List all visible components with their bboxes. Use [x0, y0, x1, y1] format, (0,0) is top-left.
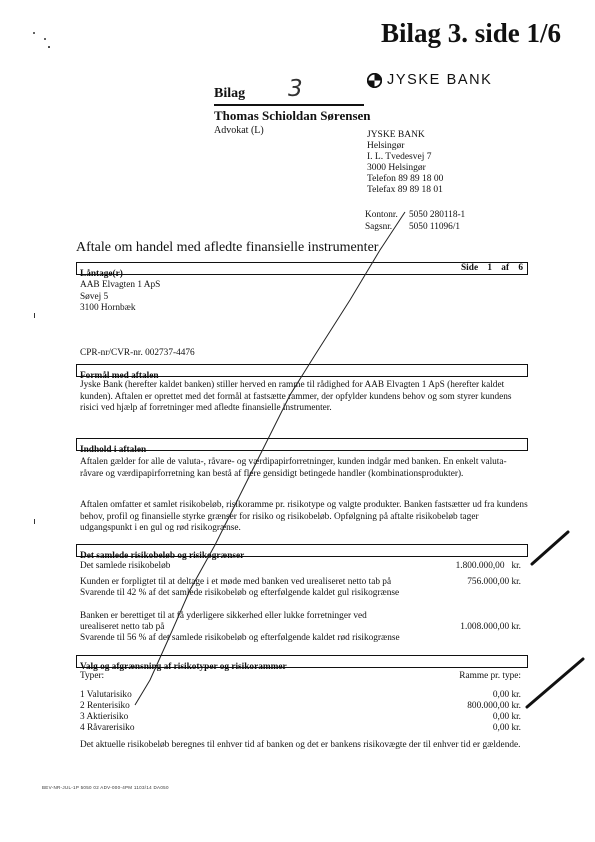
bilag-label: Bilag	[214, 86, 246, 101]
risk-type-name: 2 Renterisiko	[80, 701, 130, 711]
section-header-choice	[76, 655, 528, 672]
bank-address-line: I. L. Tvedesvej 7	[367, 152, 432, 162]
yellow-limit-value: 756.000,00 kr.	[467, 577, 521, 587]
red-limit-line-1: Banken er berettiget til at få yderligere sikkerhed eller lukke forretninger ved	[80, 611, 367, 621]
content-paragraph-1: Aftalen gælder for alle de valuta-, råvare- og værdipapirforretninger, kunden indgår med banken. En enkelt valuta- råvare og værdipapirforretning kan bestå af flere gensidigt betingede handler (kombinationsprodukter).	[80, 457, 507, 479]
total-risk-label: Det samlede risikobeløb	[80, 561, 171, 571]
account-number-value: 5050 280118-1	[409, 210, 466, 220]
bilag-number-handwritten: 3	[288, 76, 303, 102]
scan-speck	[44, 38, 46, 40]
choice-footer-text: Det aktuelle risikobeløb beregnes til enhver tid af banken og det er bankens risikovægte der til enhver tid er gældende.	[80, 740, 521, 750]
lawyer-name: Thomas Schioldan Sørensen	[214, 108, 371, 123]
section-header-purpose	[76, 364, 528, 381]
bank-logo-text: JYSKE BANK	[387, 72, 493, 88]
red-limit-line-3: Svarende til 56 % af det samlede risikobeløb og efterfølgende kaldet rød risikogrænse	[80, 633, 400, 643]
borrower-line: 3100 Hornbæk	[80, 303, 136, 313]
exhibit-stamp: Bilag 3. side 1/6	[380, 18, 561, 48]
bank-address-line: Telefax 89 89 18 01	[367, 185, 443, 195]
account-info	[365, 209, 465, 233]
form-code: BEV-NR-JUL-1P 5050 02 ADV-000-4PM 1103/14 DA050	[42, 785, 169, 790]
risk-type-name: 3 Aktierisiko	[80, 712, 129, 722]
section-heading: Valg og afgrænsning af risikotyper og risikorammer	[80, 662, 287, 672]
red-limit-value: 1.008.000,00 kr.	[460, 622, 521, 632]
margin-mark-top	[532, 532, 568, 564]
risk-type-name: 4 Råvarerisiko	[80, 723, 135, 733]
section-heading: Det samlede risikobeløb og risikogrænser	[80, 551, 245, 561]
risk-type-value: 800.000,00 kr.	[467, 701, 521, 711]
cpr-number: CPR-nr/CVR-nr. 002737-4476	[80, 348, 195, 358]
bank-address-line: Telefon 89 89 18 00	[367, 174, 444, 184]
borrower-line: AAB Elvagten 1 ApS	[80, 280, 161, 290]
risk-type-value: 0,00 kr.	[492, 723, 521, 733]
purpose-text: Jyske Bank (herefter kaldet banken) stiller herved en ramme til rådighed for AAB Elvagten 1 ApS (herefter kaldet kunden). Aftalen er oprettet med det formål at fastsætte rammer, der opfylder kundens behov og som styrer kundens risici ved hjælp af forretninger med afledte finansielle instrumenter.	[80, 380, 512, 413]
case-number-value: 5050 11096/1	[409, 222, 461, 232]
letterhead-rule	[214, 104, 364, 106]
scan-speck	[48, 46, 50, 48]
lawyer-title: Advokat (L)	[214, 125, 264, 136]
yellow-limit-line-1: Kunden er forpligtet til at deltage i et møde med banken ved urealiseret netto tab på	[80, 577, 392, 587]
document-title: Aftale om handel med afledte finansielle instrumenter	[76, 240, 379, 255]
page-indicator: Side 1 af 6	[461, 263, 523, 273]
content-paragraph-2: Aftalen omfatter et samlet risikobeløb, risikoramme pr. risikotype og valgte produkter. Banken fastsætter ud fra kundens behov, profil og finansielle styrke grænser for risiko og risikobeløb. Opfølgning på aftalte risikobeløb tager udgangspunkt i en gul og rød risikogrænse.	[80, 500, 528, 533]
account-number-label: Kontonr.	[365, 210, 398, 220]
scan-speck	[33, 32, 35, 34]
bank-emblem-icon	[367, 73, 382, 88]
bank-logo	[367, 72, 492, 88]
bank-address-line: 3000 Helsingør	[367, 163, 426, 173]
risk-type-value: 0,00 kr.	[492, 690, 521, 700]
section-heading: Indhold i aftalen	[80, 445, 147, 455]
margin-mark-bottom	[527, 659, 583, 707]
scan-speck	[34, 519, 35, 524]
borrower-address	[80, 280, 160, 315]
case-number-label: Sagsnr.	[365, 222, 393, 232]
total-risk-value: 1.800.000,00 kr.	[455, 561, 521, 571]
bank-address-line: Helsingør	[367, 141, 405, 151]
bank-address-line: JYSKE BANK	[367, 130, 425, 140]
section-header-limits	[76, 544, 528, 561]
borrower-line: Søvej 5	[80, 291, 109, 302]
risk-type-name: 1 Valutarisiko	[80, 690, 132, 700]
risk-type-value: 0,00 kr.	[492, 712, 521, 722]
frame-label: Ramme pr. type:	[459, 671, 521, 681]
yellow-limit-line-2: Svarende til 42 % af det samlede risikobeløb og efterfølgende kaldet gul risikogrænse	[80, 588, 400, 598]
section-heading: Formål med aftalen	[80, 371, 159, 381]
section-heading: Låntage(r)	[80, 269, 123, 279]
types-label: Typer:	[80, 671, 105, 681]
section-header-content	[76, 438, 528, 455]
scan-speck	[34, 313, 35, 318]
bank-address	[367, 130, 443, 196]
section-header-borrower	[76, 262, 528, 279]
red-limit-line-2: urealiseret netto tab på	[80, 622, 165, 632]
